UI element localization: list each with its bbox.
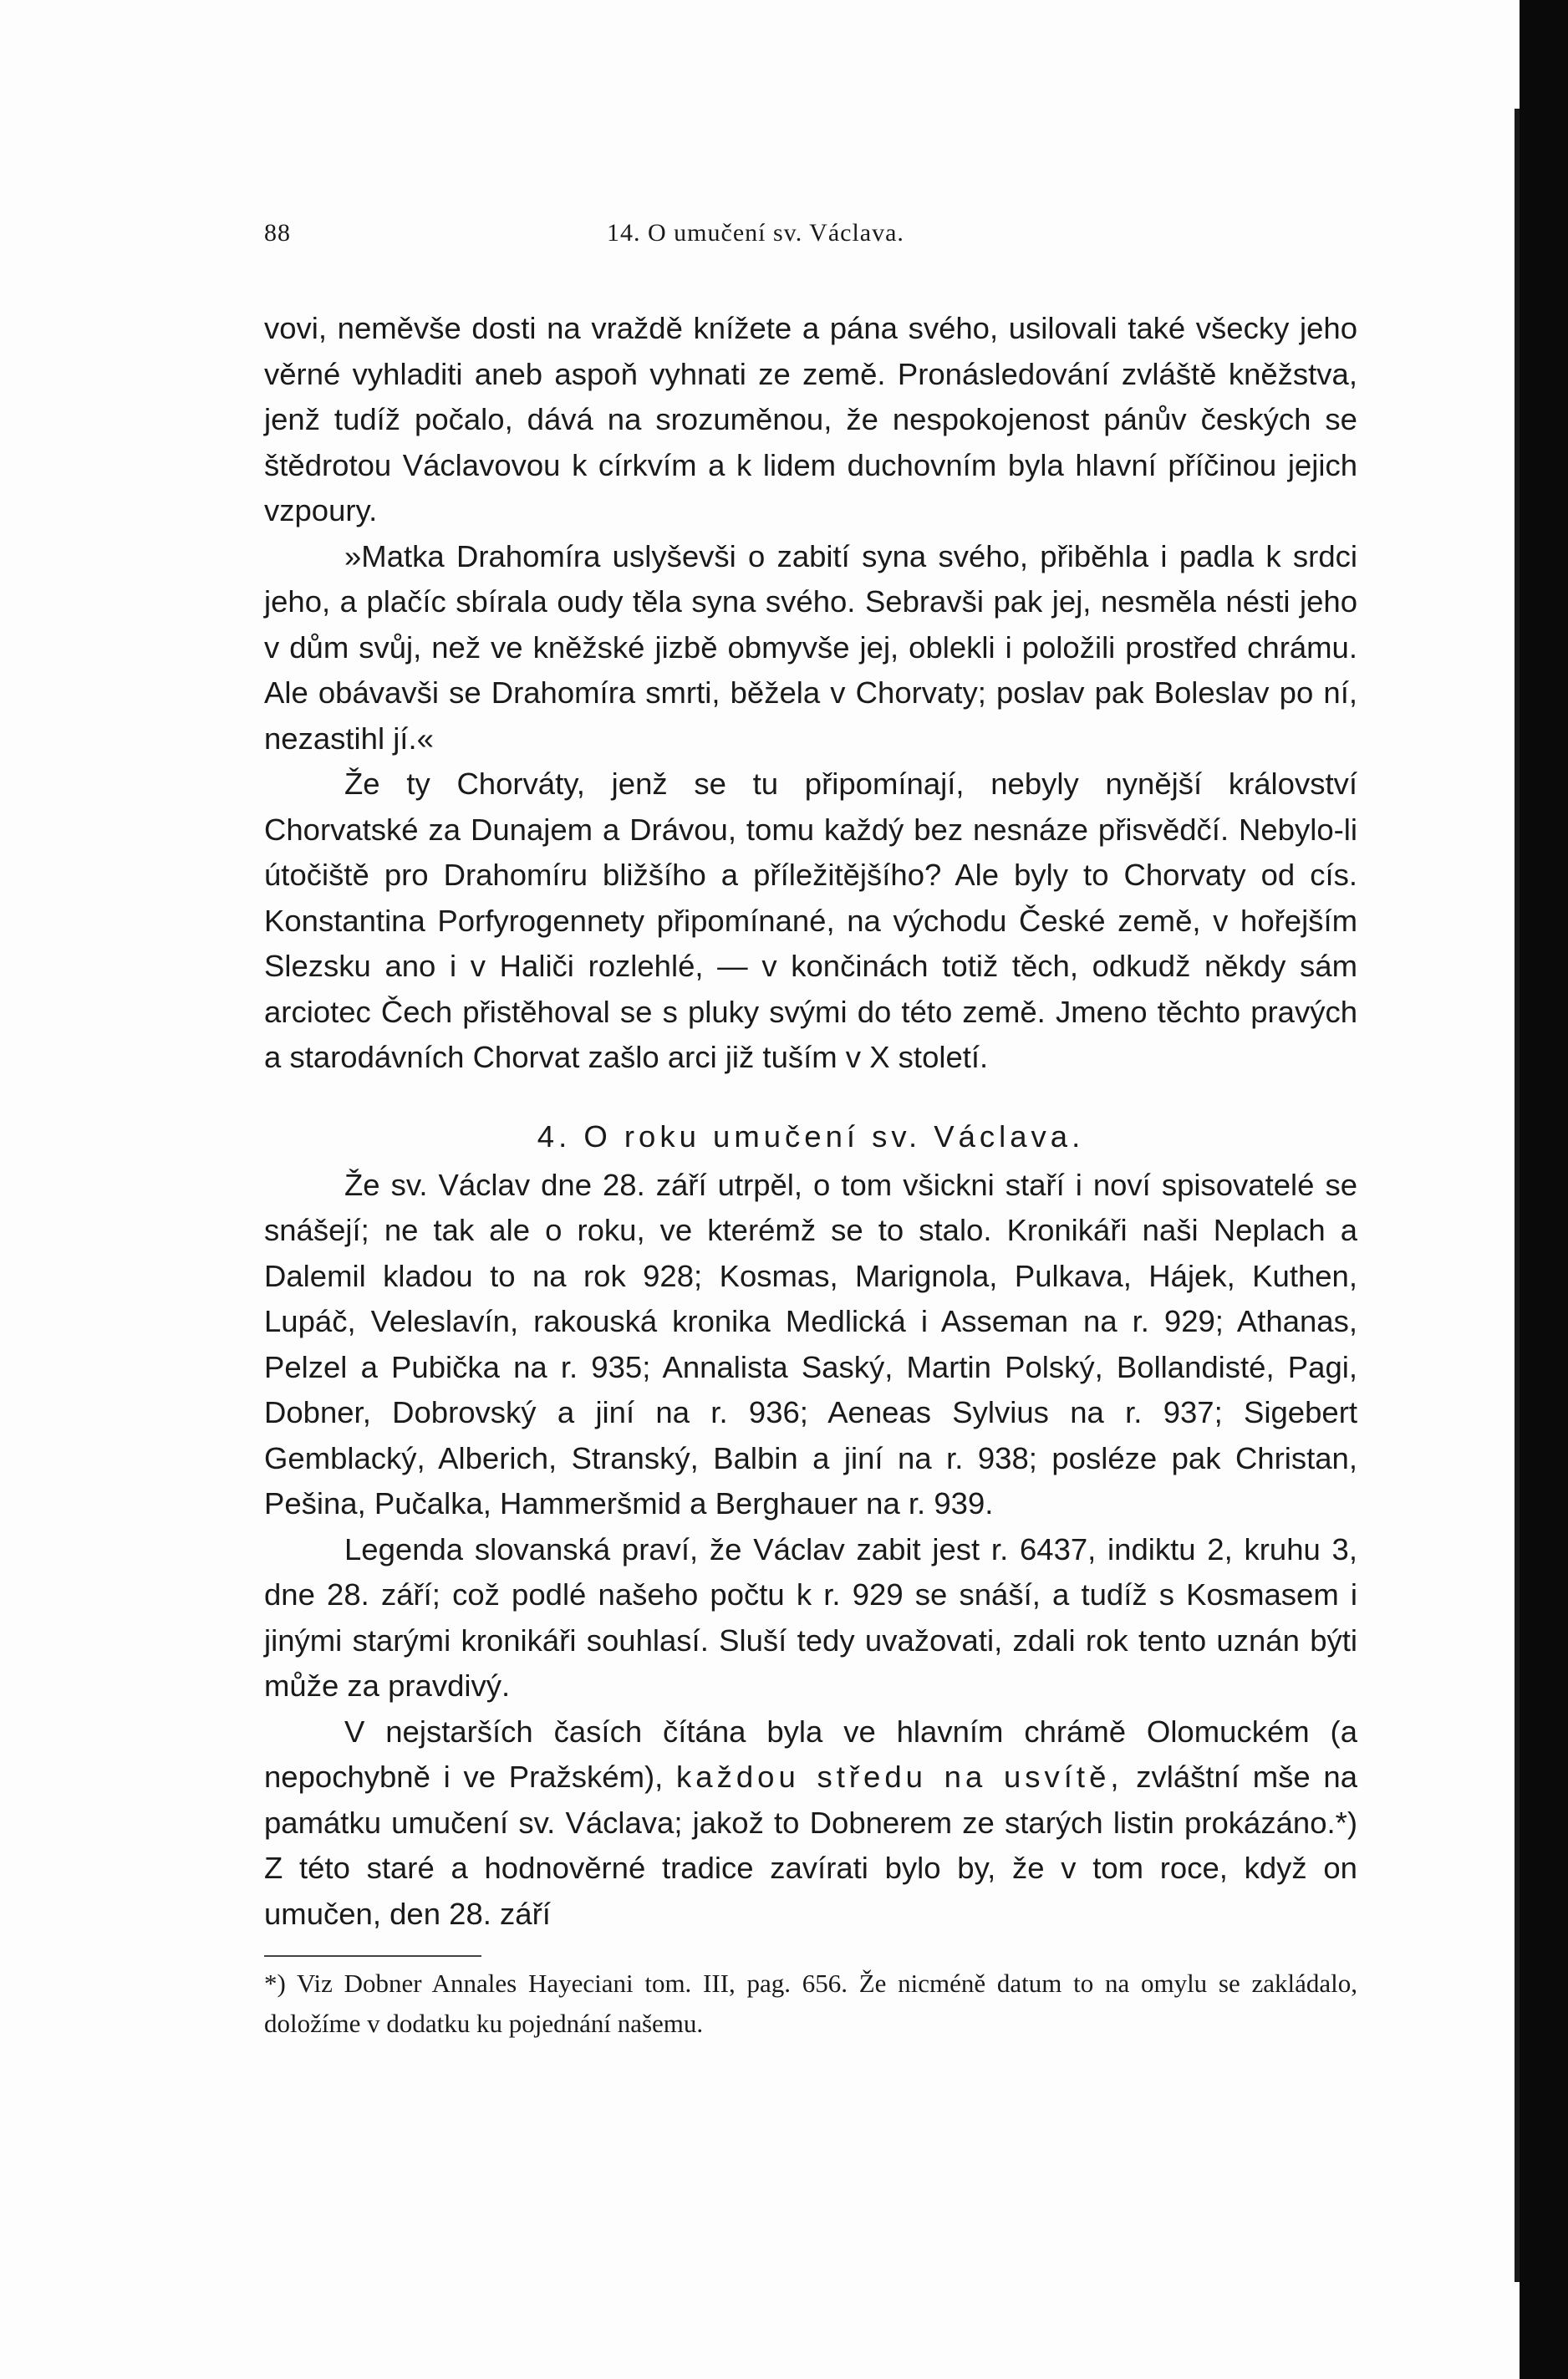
page-header <box>264 219 1357 256</box>
body-text <box>264 306 1357 1937</box>
section-heading: 4. O roku umučení sv. Václava. <box>537 1118 1085 1154</box>
footnote: *) Viz Dobner Annales Hayeciani tom. III, pag. 656. Že nicméně datum to na omylu se zakládalo, doložíme v dodatku ku pojednání našemu. <box>264 1969 1357 2038</box>
paragraph-tradition <box>264 1709 1357 1938</box>
paragraph-chorvaty: Že ty Chorváty, jenž se tu připomínají, nebyly nynější království Chorvatské za Dunajem a Drávou, tomu každý bez nesnáze přisvědčí. Nebylo-li útočiště pro Drahomíru bližšího a příležitějšího? Ale byly to Chorvaty od cís. Konstantina Porfyrogennety připomínané, na východu České země, v hořejším Slezsku ano i v Haliči rozlehlé, — v končinách totiž těch, odkudž někdy sám arciotec Čech přistěhoval se s pluky svými do této země. Jmeno těchto pravých a starodávních Chorvat zašlo arci již tuším v X století. <box>264 767 1357 1074</box>
tradition-text-end: zvláštní mše na památku umučení sv. Václava; jakož to Dobnerem ze starých listin prokázáno.*) Z této staré a hodnověrné tradice zavírati bylo by, že v tom roce, když on umučen, den 28. září <box>264 1760 1358 1931</box>
footnote-divider <box>264 1955 481 1957</box>
paragraph-dates: Že sv. Václav dne 28. září utrpěl, o tom všickni staří i noví spisovatelé se snášejí; ne tak ale o roku, ve kterémž se to stalo. Kronikáři naši Neplach a Dalemil kladou to na rok 928; Kosmas, Marignola, Pulkava, Hájek, Kuthen, Lupáč, Veleslavín, rakouská kronika Medlická i Asseman na r. 929; Athanas, Pelzel a Pubička na r. 935; Annalista Saský, Martin Polský, Bollandisté, Pagi, Dobner, Dobrovský a jiní na r. 936; Aeneas Sylvius na r. 937; Sigebert Gemblacký, Alberich, Stranský, Balbin a jiní na r. 938; posléze pak Christan, Pešina, Pučalka, Hammeršmid a Berghauer na r. 939. <box>264 1167 1357 1521</box>
page-content <box>264 219 1357 2044</box>
scan-border <box>1520 0 1568 2379</box>
page-number: 88 <box>264 219 291 247</box>
paragraph-quote: »Matka Drahomíra uslyševši o zabití syna svého, přiběhla i padla k srdci jeho, a plačíc sbírala oudy těla syna svého. Sebravši pak jej, nesměla nésti jeho v dům svůj, než ve kněžské jizbě obmyvše jej, oblekli i položili prostřed chrámu. Ale obávavši se Drahomíra smrti, běžela v Chorvaty; poslav pak Boleslav po ní, nezastihl jí.« <box>264 538 1357 756</box>
paragraph-continued: vovi, neměvše dosti na vraždě knížete a pána svého, usilovali také všecky jeho věrné vyhladiti aneb aspoň vyhnati ze země. Pronásledování zvláště kněžstva, jenž tudíž počalo, dává na srozuměnou, že nespokojenost pánův českých se štědrotou Václavovou k církvím a k lidem duchovním byla hlavní příčinou jejich vzpoury. <box>264 311 1357 527</box>
running-title: 14. O umučení sv. Václava. <box>607 219 904 247</box>
paragraph-legend: Legenda slovanská praví, že Václav zabit jest r. 6437, indiktu 2, kruhu 3, dne 28. září; což podlé našeho počtu k r. 929 se snáší, a tudíž s Kosmasem i jinými starými kronikáři souhlasí. Sluší tedy uvažovati, zdali rok tento uznán býti může za pravdivý. <box>264 1531 1357 1703</box>
tradition-text-start: V nejstarších časích čítána byla ve hlavním chrámě Olomuckém (a nepochybně i ve Pražském), <box>264 1714 1357 1794</box>
tradition-emphasis: každou středu na usvítě, <box>676 1760 1123 1794</box>
